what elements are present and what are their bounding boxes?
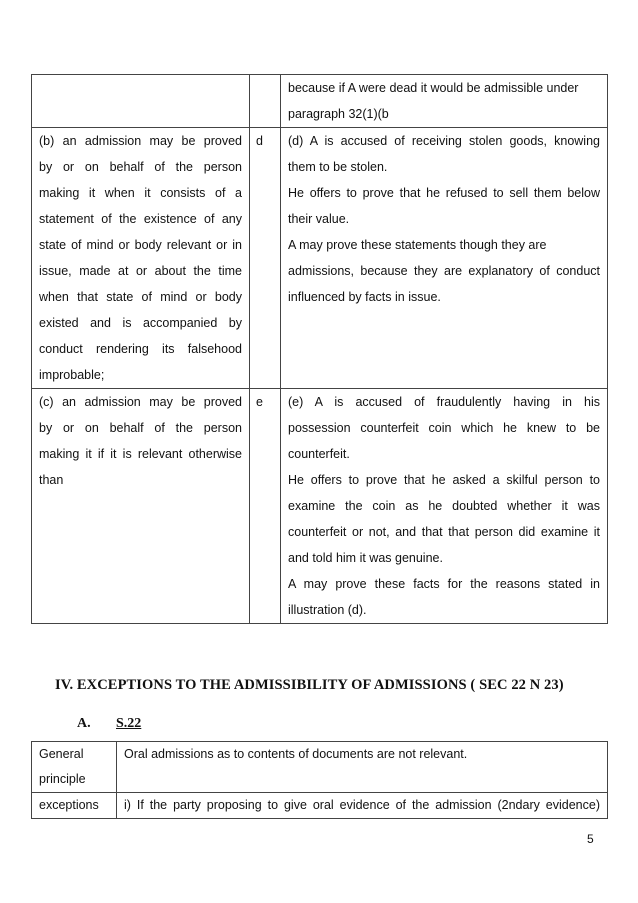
row-value-cell (117, 793, 608, 819)
text-line: examine the coin as he doubted whether it was (288, 499, 600, 513)
text-line: principle (39, 772, 86, 786)
table-row (32, 75, 608, 128)
illustration-cell (281, 389, 608, 624)
illustration-cell (281, 128, 608, 389)
text-line: illustration (d). (288, 603, 367, 617)
section-22-table (31, 741, 608, 819)
table-row (32, 793, 608, 819)
text-line: by or on behalf of the person (39, 421, 242, 435)
text-line: (b) an admission may be proved (39, 134, 242, 148)
text-line: because if A were dead it would be admissible under (288, 81, 579, 95)
text-line: exceptions (39, 798, 99, 812)
row-value-cell (117, 742, 608, 793)
illustration-letter-cell (250, 75, 281, 128)
text-line: improbable; (39, 368, 105, 382)
text-line: than (39, 473, 64, 487)
provision-cell (32, 128, 250, 389)
text-line: them to be stolen. (288, 160, 388, 174)
illustrations-table (31, 74, 608, 624)
table-row (32, 128, 608, 389)
text-line: making it when it consists of a (39, 186, 242, 200)
text-line: (d) A is accused of receiving stolen goods, knowing (288, 134, 600, 148)
text-line: Oral admissions as to contents of documents are not relevant. (124, 747, 468, 761)
provision-cell (32, 389, 250, 624)
text-line: A may prove these statements though they are (288, 238, 547, 252)
table-row (32, 389, 608, 624)
text-line: (c) an admission may be proved (39, 395, 242, 409)
text-line: paragraph 32(1)(b (288, 107, 389, 121)
text-line: A may prove these facts for the reasons stated in (288, 577, 600, 591)
text-line: conduct rendering its falsehood (39, 342, 242, 356)
text-line: issue, made at or about the time (39, 264, 242, 278)
text-line: and told him it was genuine. (288, 551, 443, 565)
text-line: i) If the party proposing to give oral evidence of the admission (2ndary evidence) (124, 798, 600, 812)
text-line: (e) A is accused of fraudulently having in his (288, 395, 600, 409)
illustration-cell (281, 75, 608, 128)
text-line: by or on behalf of the person (39, 160, 242, 174)
text-line: influenced by facts in issue. (288, 290, 441, 304)
row-key-cell (32, 793, 117, 819)
text-line: existed and is accompanied by (39, 316, 242, 330)
text-line: making it if it is relevant otherwise (39, 447, 242, 461)
text-line: state of mind or body relevant or in (39, 238, 242, 252)
provision-cell (32, 75, 250, 128)
table-row (32, 742, 608, 793)
text-line: General (39, 747, 84, 761)
text-line: when that state of mind or body (39, 290, 242, 304)
page-number: 5 (587, 832, 594, 846)
row-key-cell (32, 742, 117, 793)
text-line: possession counterfeit coin which he knew to be (288, 421, 600, 435)
text-line: counterfeit. (288, 447, 350, 461)
text-line: statement of the existence of any (39, 212, 242, 226)
subsection-letter: A. (77, 716, 91, 731)
text-line: counterfeit or not, and that that person did examine it (288, 525, 600, 539)
illustration-letter-cell: d (250, 128, 281, 389)
subsection-title: S.22 (116, 716, 142, 731)
text-line: He offers to prove that he refused to sell them below (288, 186, 600, 200)
illustration-letter-cell: e (250, 389, 281, 624)
text-line: their value. (288, 212, 350, 226)
text-line: admissions, because they are explanatory of conduct (288, 264, 600, 278)
text-line: He offers to prove that he asked a skilful person to (288, 473, 600, 487)
section-heading: IV. EXCEPTIONS TO THE ADMISSIBILITY OF ADMISSIONS ( SEC 22 N 23) (55, 677, 564, 693)
